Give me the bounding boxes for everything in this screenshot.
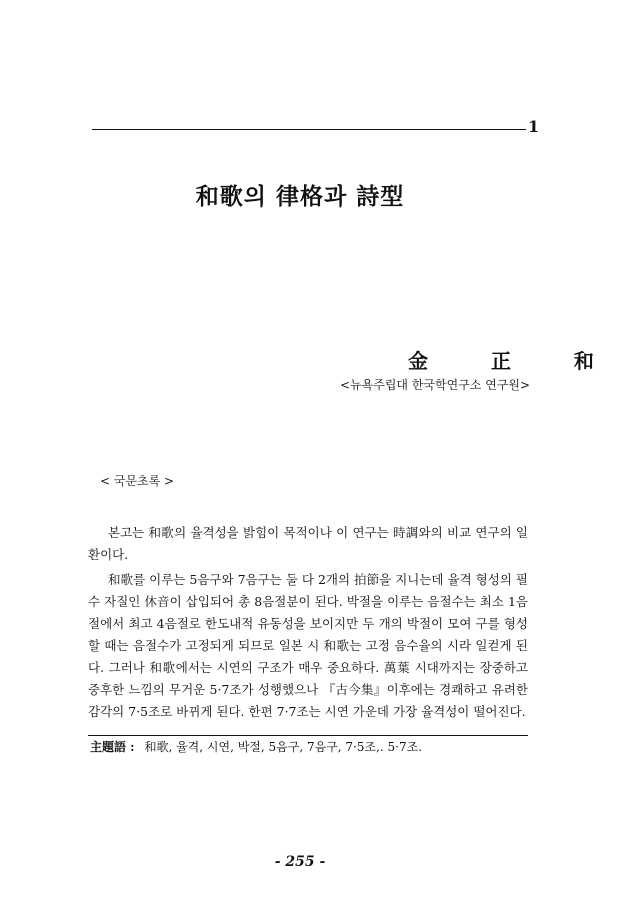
abstract-heading: < 국문초록 > — [100, 474, 175, 488]
abstract-paragraph-1: 본고는 和歌의 율격성을 밝힘이 목적이나 이 연구는 時調와의 비교 연구의 일환이다. — [88, 525, 528, 562]
keywords-label: 主題語 : — [90, 740, 135, 754]
page-number: - 255 - — [274, 854, 326, 870]
paper-title: 和歌의 律格과 詩型 — [195, 183, 405, 210]
header-rule — [92, 129, 526, 130]
keywords-line — [90, 738, 530, 755]
abstract-body — [88, 522, 528, 726]
abstract-paragraph-2: 和歌를 이루는 5음구와 7음구는 둘 다 2개의 拍節을 지니는데 율격 형성의 필수 자질인 休音이 삽입되어 총 8음절분이 된다. 박절을 이루는 음절수는 최소 1음절에서 최고 4음절로 한도내적 유동성을 보이지만 두 개의 박절이 모여 구를 형성할 때는 음절수가 고정되게 되므로 일본 시 和歌는 고정 음수율의 시라 일컫게 된다. 그러나 和歌에서는 시연의 구조가 매우 중요하다. 萬葉 시대까지는 장중하고 중후한 느낌의 무거운 5·7조가 성행했으나 『古今集』이후에는 경쾌하고 유려한 감각의 7·5조로 바뀌게 된다. 한편 7·7조는 시연 가운데 가장 율격성이 떨어진다. — [88, 572, 528, 719]
author-name: 金 正 和 — [408, 349, 622, 373]
chapter-number: 1 — [528, 117, 540, 136]
author-affiliation: <뉴욕주립대 한국학연구소 연구원> — [340, 378, 531, 392]
keywords-rule — [88, 735, 528, 736]
keywords-list: 和歌, 율격, 시연, 박절, 5음구, 7음구, 7·5조,. 5·7조. — [144, 740, 423, 754]
